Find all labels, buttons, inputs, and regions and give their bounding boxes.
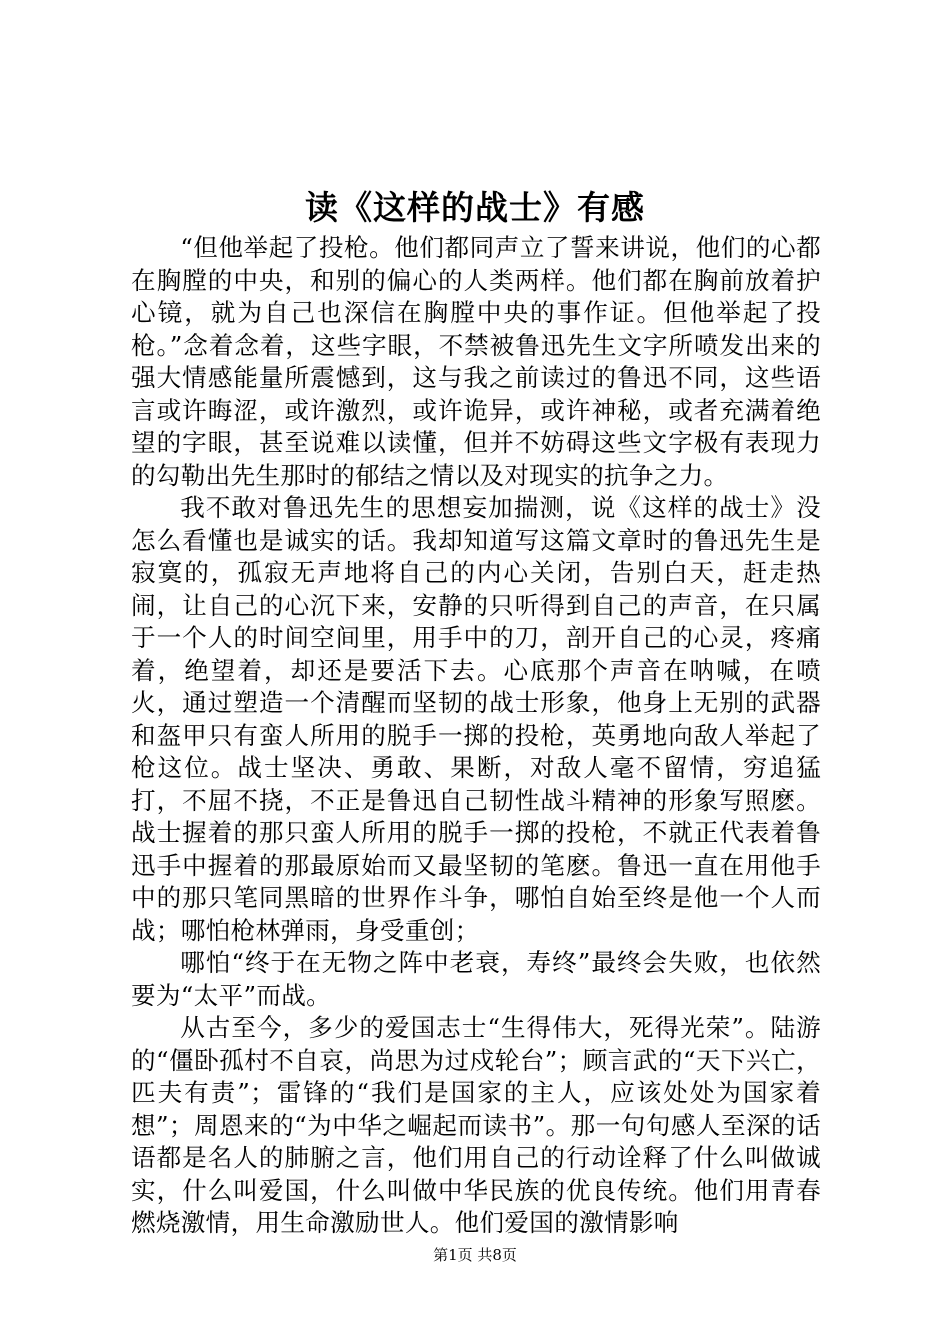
paragraph-3: 哪怕“终于在无物之阵中老衰，寿终”最终会失败，也依然要为“太平”而战。 [131,948,821,1010]
paragraph-1: “但他举起了投枪。他们都同声立了誓来讲说，他们的心都在胸膛的中央，和别的偏心的人类两样。他们都在胸前放着护心镜，就为自己也深信在胸膛中央的事作证。但他举起了投枪。”念着念着，这些字眼，不禁被鲁迅先生文字所喷发出来的强大情感能量所震憾到，这与我之前读过的鲁迅不同，这些语言或许晦涩，或许激烈，或许诡异，或许神秘，或者充满着绝望的字眼，甚至说难以读懂，但并不妨碍这些文字极有表现力的勾勒出先生那时的郁结之情以及对现实的抗争之力。 [131,233,821,490]
paragraph-4: 从古至今，多少的爱国志士“生得伟大，死得光荣”。陆游的“僵卧孤村不自哀，尚思为过戍轮台”；顾言武的“天下兴亡，匹夫有责”；雷锋的“我们是国家的主人，应该处处为国家着想”；周恩来的“为中华之崛起而读书”。那一句句感人至深的话语都是名人的肺腑之言，他们用自己的行动诠释了什么叫做诚实，什么叫爱国，什么叫做中华民族的优良传统。他们用青春燃烧激情，用生命激励世人。他们爱国的激情影响 [131,1013,821,1237]
page-number-footer: 第1页 共8页 [433,1246,517,1264]
document-title: 读《这样的战士》有感 [305,188,645,227]
document-body [131,232,821,1240]
paragraph-2: 我不敢对鲁迅先生的思想妄加揣测，说《这样的战士》没怎么看懂也是诚实的话。我却知道写这篇文章时的鲁迅先生是寂寞的，孤寂无声地将自己的内心关闭，告别白天，赶走热闹，让自己的心沉下来，安静的只听得到自己的声音，在只属于一个人的时间空间里，用手中的刀，剖开自己的心灵，疼痛着，绝望着，却还是要活下去。心底那个声音在呐喊，在喷火，通过塑造一个清醒而坚韧的战士形象，他身上无别的武器和盔甲只有蛮人所用的脱手一掷的投枪，英勇地向敌人举起了枪这位。战士坚决、勇敢、果断，对敌人毫不留情，穷追猛打，不屈不挠，不正是鲁迅自己韧性战斗精神的形象写照麽。战士握着的那只蛮人所用的脱手一掷的投枪，不就正代表着鲁迅手中握着的那最原始而又最坚韧的笔麽。鲁迅一直在用他手中的那只笔同黑暗的世界作斗争，哪怕自始至终是他一个人而战；哪怕枪林弹雨，身受重创； [131,493,821,945]
